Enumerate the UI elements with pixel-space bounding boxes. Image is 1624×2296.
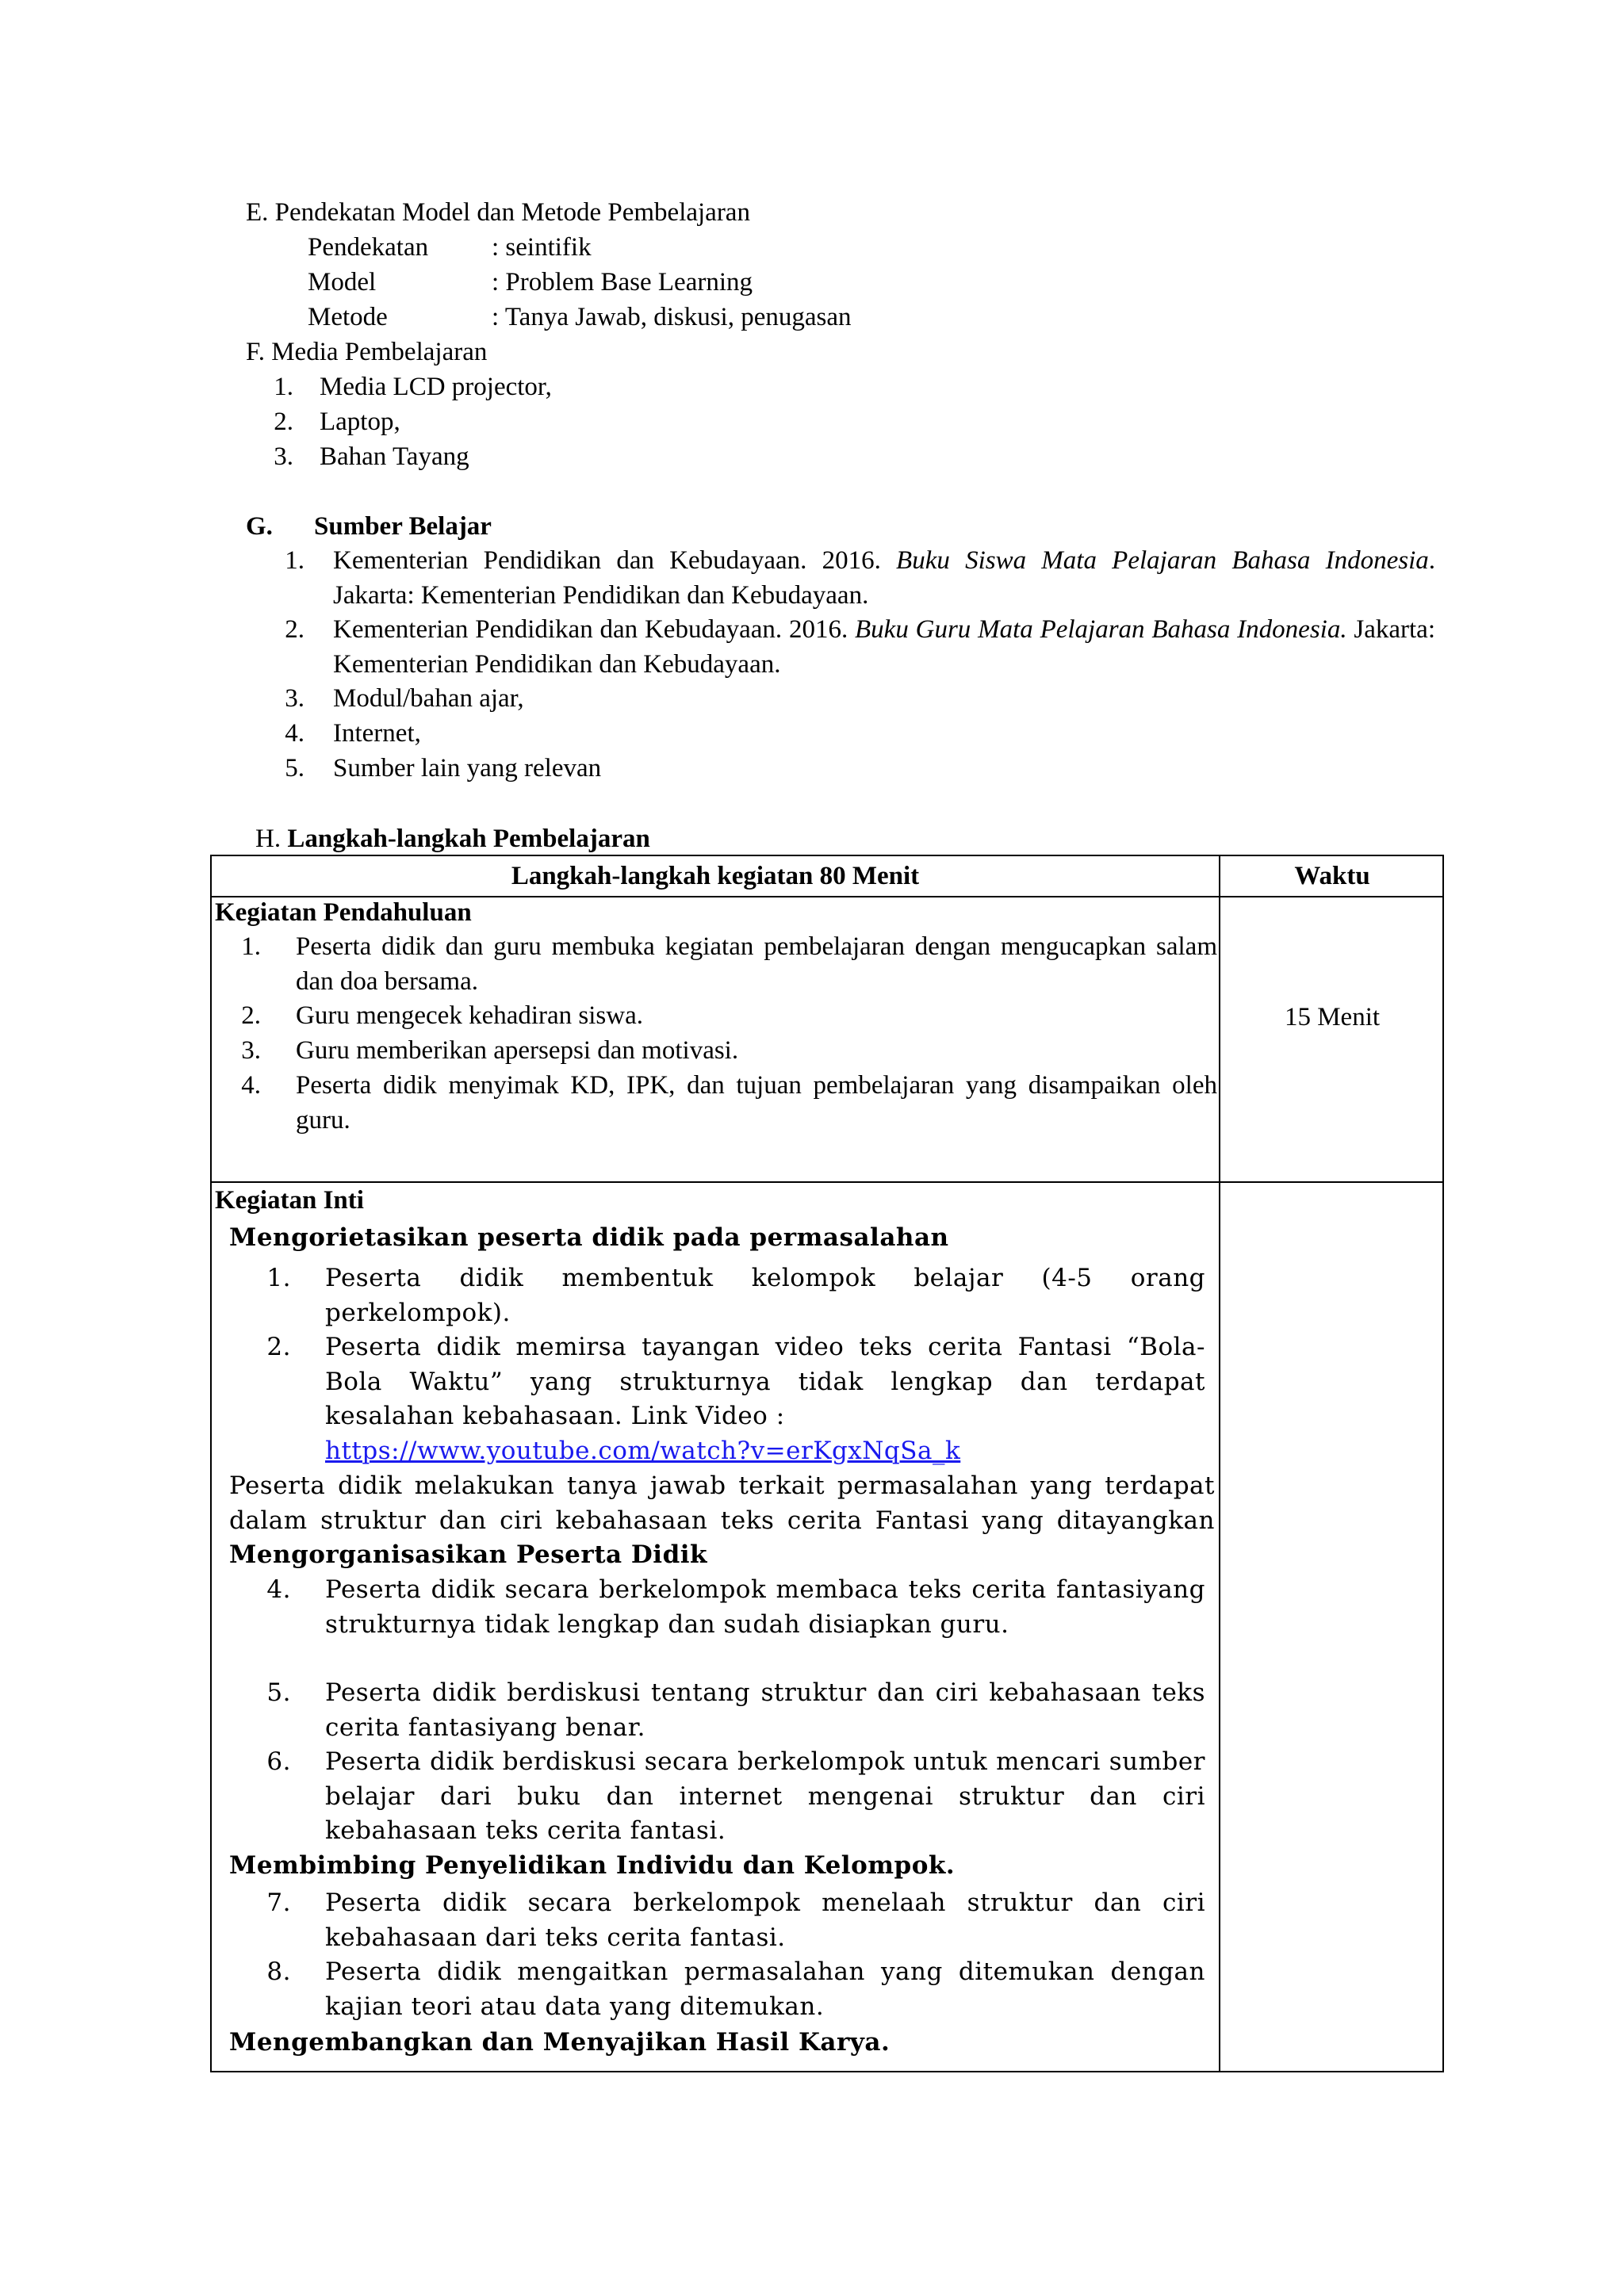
phase-investigation: Membimbing Penyelidikan Individu dan Kelompok. <box>229 1851 956 1880</box>
approach-label: Pendekatan <box>308 233 429 262</box>
model-value: : Problem Base Learning <box>492 268 753 297</box>
method-label: Metode <box>308 303 388 331</box>
lesson-steps-table: Langkah-langkah kegiatan 80 Menit Waktu Kegiatan Pendahuluan 1. Peserta didik dan guru membuka kegiatan pembelajaran dengan mengucapkan salam dan doa bersama. 2. Guru mengecek kehadiran siswa. 3. Guru memberikan apersepsi dan motivasi. 4. Peserta didik menyimak KD, IPK, dan tujuan pembelajaran yang disampaikan oleh guru. 15 Menit Kegiatan Inti Mengorietasikan peserta didik pada permasalahan 1. Peserta didik membentuk kelompok belajar (4-5 orang perkelompok). 2. Peserta didik memirsa tayangan video teks cerita Fantasi “Bola-Bola Waktu” yang strukturnya tidak lengkap dan terdapat kesalahan kebahasaan. Link Video : https://www.youtube.com/watch?v=erKgxNqSa_k Peserta didik melakukan tanya jawab terkait permasalahan yang terdapat dalam struktur dan ciri kebahasaan teks cerita Fantasi yang ditayangkan Mengorganisasikan Peserta Didik 4. Peserta didik secara berkelompok membaca teks cerita fantasiyang strukturnya tidak lengkap dan sudah disiapkan guru. 5. Peserta didik berdiskusi tentang struktur dan ciri kebahasaan teks cerita fantasiyang benar. 6. Peserta didik berdiskusi secara berkelompok untuk mencari sumber belajar dari buku dan internet mengenai struktur dan ciri kebahasaan teks cerita fantasi. Membimbing Penyelidikan Individu dan Kelompok. 7. Peserta didik secara berkelompok menelaah struktur dan ciri kebahasaan dari teks cerita fantasi. 8. Peserta didik mengaitkan permasalahan yang ditemukan dengan kajian teori atau data yang ditemukan. Mengembangkan dan Menyajikan Hasil Karya. <box>210 855 1444 2072</box>
section-e-title: E. Pendekatan Model dan Metode Pembelajaran <box>246 198 750 227</box>
header-steps: Langkah-langkah kegiatan 80 Menit <box>511 862 920 890</box>
phase-orientation: Mengorietasikan peserta didik pada permasalahan <box>229 1223 949 1252</box>
row-divider <box>212 1181 1442 1183</box>
section-f-title: F. Media Pembelajaran <box>246 338 488 366</box>
phase-organize: Mengorganisasikan Peserta Didik <box>229 1540 708 1569</box>
model-label: Model <box>308 268 377 297</box>
column-divider <box>1219 856 1220 2071</box>
inti-paragraph: Peserta didik melakukan tanya jawab terkait permasalahan yang terdapat dalam struktur dan ciri kebahasaan teks cerita Fantasi yang ditayangkan Mengorganisasikan Peserta Didik <box>229 1471 1215 1569</box>
section-g-label: G. <box>246 512 273 541</box>
method-value: : Tanya Jawab, diskusi, penugasan <box>492 303 852 331</box>
video-link[interactable]: https://www.youtube.com/watch?v=erKgxNqSa_k <box>325 1437 961 1465</box>
pendahuluan-title: Kegiatan Pendahuluan <box>215 898 472 927</box>
phase-present: Mengembangkan dan Menyajikan Hasil Karya. <box>229 2028 891 2057</box>
approach-value: : seintifik <box>492 233 592 262</box>
section-g-title: Sumber Belajar <box>314 512 492 541</box>
pendahuluan-time: 15 Menit <box>1284 1003 1381 1031</box>
section-h-title: Langkah-langkah Pembelajaran <box>287 825 650 853</box>
section-h-heading: H. Langkah-langkah Pembelajaran <box>255 825 650 853</box>
document-page: E. Pendekatan Model dan Metode Pembelajaran Pendekatan : seintifik Model : Problem Base Learning Metode : Tanya Jawab, diskusi, penugasan F. Media Pembelajaran 1. Media LCD projector, 2. Laptop, 3. Bahan Tayang G. Sumber Belajar 1. Kementerian Pendidikan dan Kebudayaan. 2016. Buku Siswa Mata Pelajaran Bahasa Indonesia. Jakarta: Kementerian Pendidikan dan Kebudayaan. 2. Kementerian Pendidikan dan Kebudayaan. 2016. Buku Guru Mata Pelajaran Bahasa Indonesia. Jakarta: Kementerian Pendidikan dan Kebudayaan. 3. Modul/bahan ajar, 4. Internet, 5. Sumber lain yang relevan H. Langkah-langkah Pembelajaran Langkah-langkah kegiatan 80 Menit Waktu Kegiatan Pendahuluan 1. Peserta didik dan guru membuka kegiatan pembelajaran dengan mengucapkan salam dan doa bersama. 2. Guru mengecek kehadiran siswa. 3. Guru memberikan apersepsi dan motivasi. 4. Peserta didik menyimak KD, IPK, dan tujuan pembelajaran yang disampaikan oleh guru. 15 Menit Kegiatan Inti Mengorietasikan peserta didik pada permasalahan 1. Peserta didik membentuk kelompok belajar (4-5 orang perkelompok). 2. Peserta didik memirsa tayangan video teks cerita Fantasi “Bola-Bola Waktu” yang strukturnya tidak lengkap dan terdapat kesalahan kebahasaan. Link Video : https://www.youtube.com/watch?v=erKgxNqSa_k Peserta didik melakukan tanya jawab terkait permasalahan yang terdapat dalam struktur dan ciri kebahasaan teks cerita Fantasi yang ditayangkan Mengorganisasikan Peserta Didik 4. Peserta didik secara berkelompok membaca teks cerita fantasiyang strukturnya tidak lengkap dan sudah disiapkan guru. 5. Peserta didik berdiskusi tentang struktur dan ciri kebahasaan teks cerita fantasiyang benar. 6. Peserta didik berdiskusi secara berkelompok untuk mencari sumber belajar dari buku dan internet mengenai struktur dan ciri kebahasaan teks cerita fantasi. Membimbing Penyelidikan Individu dan Kelompok. 7. Peserta didik secara berkelompok menelaah struktur dan ciri kebahasaan dari teks cerita fantasi. 8. Peserta didik mengaitkan permasalahan yang ditemukan dengan kajian teori atau data yang ditemukan. Mengembangkan dan Menyajikan Hasil Karya. <box>0 0 1624 2296</box>
inti-title: Kegiatan Inti <box>215 1186 364 1215</box>
header-time: Waktu <box>1294 862 1370 890</box>
